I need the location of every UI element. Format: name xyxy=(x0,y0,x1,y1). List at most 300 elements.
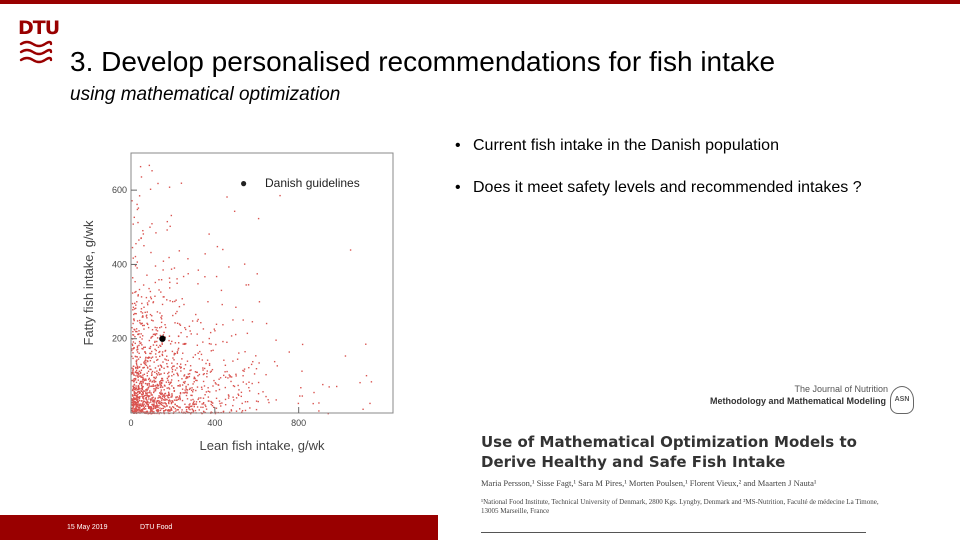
bullet-text: Current fish intake in the Danish population xyxy=(473,137,779,154)
slide-title: 3. Develop personalised recommendations for fish intake xyxy=(70,46,776,77)
population-point xyxy=(350,249,351,250)
population-point xyxy=(142,409,143,410)
population-point xyxy=(156,360,157,361)
population-point xyxy=(149,395,150,396)
population-point xyxy=(241,396,242,397)
population-point xyxy=(248,284,249,285)
population-point xyxy=(161,389,162,390)
population-point xyxy=(142,377,143,378)
population-point xyxy=(198,397,199,398)
population-point xyxy=(173,359,174,360)
journal-name: The Journal of Nutrition xyxy=(794,384,888,394)
population-point xyxy=(176,409,177,410)
population-point xyxy=(140,166,141,167)
population-point xyxy=(205,406,206,407)
population-point xyxy=(276,399,277,400)
population-point xyxy=(136,396,137,397)
population-point xyxy=(225,387,226,388)
population-point xyxy=(223,375,224,376)
population-point xyxy=(135,313,136,314)
population-point xyxy=(171,367,172,368)
population-point xyxy=(189,409,190,410)
population-point xyxy=(159,356,160,357)
population-point xyxy=(177,396,178,397)
population-point xyxy=(133,402,134,403)
population-point xyxy=(143,380,144,381)
population-point xyxy=(145,353,146,354)
population-point xyxy=(174,322,175,323)
population-point xyxy=(144,351,145,352)
population-point xyxy=(154,296,155,297)
population-point xyxy=(155,367,156,368)
population-point xyxy=(144,407,145,408)
population-point xyxy=(197,319,198,320)
population-point xyxy=(136,382,137,383)
legend-marker: ● xyxy=(240,176,248,190)
population-point xyxy=(136,204,137,205)
population-point xyxy=(161,366,162,367)
population-point xyxy=(170,382,171,383)
population-point xyxy=(151,372,152,373)
population-point xyxy=(162,354,163,355)
population-point xyxy=(215,390,216,391)
population-point xyxy=(162,393,163,394)
population-point xyxy=(185,364,186,365)
population-point xyxy=(179,407,180,408)
population-point xyxy=(177,351,178,352)
population-point xyxy=(141,344,142,345)
footer-org: DTU Food xyxy=(140,524,173,531)
population-point xyxy=(154,381,155,382)
population-point xyxy=(152,320,153,321)
population-point xyxy=(211,350,212,351)
population-point xyxy=(249,390,250,391)
population-point xyxy=(135,402,136,403)
population-point xyxy=(255,355,256,356)
population-point xyxy=(151,394,152,395)
population-point xyxy=(132,277,133,278)
population-point xyxy=(138,386,139,387)
population-point xyxy=(166,363,167,364)
population-point xyxy=(232,319,233,320)
population-point xyxy=(318,402,319,403)
population-point xyxy=(156,370,157,371)
population-point xyxy=(175,369,176,370)
population-point xyxy=(220,405,221,406)
population-point xyxy=(132,395,133,396)
population-point xyxy=(157,337,158,338)
population-point xyxy=(235,334,236,335)
population-point xyxy=(171,268,172,269)
population-point xyxy=(136,361,137,362)
population-point xyxy=(140,381,141,382)
population-point xyxy=(221,402,222,403)
population-point xyxy=(199,351,200,352)
population-point xyxy=(133,411,134,412)
population-point xyxy=(242,403,243,404)
population-point xyxy=(153,344,154,345)
population-point xyxy=(143,328,144,329)
population-point xyxy=(171,403,172,404)
population-point xyxy=(134,395,135,396)
population-point xyxy=(144,325,145,326)
population-point xyxy=(172,351,173,352)
population-point xyxy=(178,342,179,343)
population-point xyxy=(135,379,136,380)
population-point xyxy=(159,392,160,393)
population-point xyxy=(238,352,239,353)
population-point xyxy=(148,387,149,388)
population-point xyxy=(244,368,245,369)
population-point xyxy=(161,279,162,280)
population-point xyxy=(362,409,363,410)
population-point xyxy=(153,390,154,391)
population-point xyxy=(160,317,161,318)
population-point xyxy=(234,211,235,212)
population-point xyxy=(197,375,198,376)
population-point xyxy=(163,368,164,369)
population-point xyxy=(204,394,205,395)
population-point xyxy=(179,395,180,396)
population-point xyxy=(213,380,214,381)
population-point xyxy=(169,400,170,401)
population-point xyxy=(229,376,230,377)
population-point xyxy=(133,384,134,385)
population-point xyxy=(144,374,145,375)
population-point xyxy=(183,368,184,369)
population-point xyxy=(232,405,233,406)
population-point xyxy=(200,322,201,323)
population-point xyxy=(135,409,136,410)
population-point xyxy=(210,343,211,344)
population-point xyxy=(191,395,192,396)
population-point xyxy=(146,365,147,366)
population-point xyxy=(141,296,142,297)
population-point xyxy=(313,392,314,393)
population-point xyxy=(365,344,366,345)
population-point xyxy=(138,207,139,208)
population-point xyxy=(135,367,136,368)
population-point xyxy=(213,407,214,408)
population-point xyxy=(169,187,170,188)
population-point xyxy=(180,363,181,364)
x-tick-label: 0 xyxy=(128,418,134,428)
population-point xyxy=(160,365,161,366)
population-point xyxy=(244,351,245,352)
population-point xyxy=(132,358,133,359)
population-point xyxy=(153,388,154,389)
population-point xyxy=(279,195,280,196)
population-point xyxy=(322,384,323,385)
population-point xyxy=(150,411,151,412)
population-point xyxy=(143,245,144,246)
population-point xyxy=(134,329,135,330)
population-point xyxy=(175,410,176,411)
population-point xyxy=(148,357,149,358)
population-point xyxy=(168,402,169,403)
population-point xyxy=(199,374,200,375)
population-point xyxy=(142,410,143,411)
population-point xyxy=(145,398,146,399)
population-point xyxy=(162,351,163,352)
population-point xyxy=(171,408,172,409)
population-point xyxy=(159,369,160,370)
population-point xyxy=(175,404,176,405)
population-point xyxy=(146,315,147,316)
population-point xyxy=(147,324,148,325)
population-point xyxy=(230,381,231,382)
population-point xyxy=(168,360,169,361)
population-point xyxy=(165,393,166,394)
population-point xyxy=(182,384,183,385)
population-point xyxy=(139,320,140,321)
population-point xyxy=(150,392,151,393)
population-point xyxy=(146,397,147,398)
population-point xyxy=(232,360,233,361)
population-point xyxy=(179,366,180,367)
population-point xyxy=(144,367,145,368)
population-point xyxy=(184,381,185,382)
population-point xyxy=(142,315,143,316)
population-point xyxy=(242,410,243,411)
population-point xyxy=(142,325,143,326)
population-point xyxy=(223,411,224,412)
logo-text: DTU xyxy=(18,17,60,39)
population-point xyxy=(199,401,200,402)
population-point xyxy=(158,279,159,280)
population-point xyxy=(158,385,159,386)
population-point xyxy=(151,351,152,352)
population-point xyxy=(132,404,133,405)
population-point xyxy=(201,403,202,404)
population-point xyxy=(143,362,144,363)
population-point xyxy=(177,349,178,350)
population-point xyxy=(258,401,259,402)
population-point xyxy=(195,410,196,411)
population-point xyxy=(170,396,171,397)
population-point xyxy=(207,301,208,302)
population-point xyxy=(161,385,162,386)
population-point xyxy=(168,382,169,383)
population-point xyxy=(135,389,136,390)
population-point xyxy=(168,395,169,396)
population-point xyxy=(134,281,135,282)
population-point xyxy=(247,401,248,402)
population-point xyxy=(258,393,259,394)
population-point xyxy=(145,395,146,396)
population-point xyxy=(153,399,154,400)
population-point xyxy=(231,335,232,336)
population-point xyxy=(226,342,227,343)
population-point xyxy=(243,381,244,382)
population-point xyxy=(136,364,137,365)
population-point xyxy=(145,405,146,406)
population-point xyxy=(134,292,135,293)
population-point xyxy=(158,410,159,411)
population-point xyxy=(145,312,146,313)
population-point xyxy=(289,351,290,352)
bullet-item xyxy=(455,177,895,198)
population-point xyxy=(166,395,167,396)
population-point xyxy=(150,406,151,407)
population-point xyxy=(150,379,151,380)
population-point xyxy=(161,318,162,319)
population-point xyxy=(157,374,158,375)
population-point xyxy=(299,395,300,396)
population-point xyxy=(244,263,245,264)
population-point xyxy=(206,376,207,377)
population-point xyxy=(167,397,168,398)
population-point xyxy=(161,378,162,379)
population-point xyxy=(162,402,163,403)
population-point xyxy=(172,371,173,372)
population-point xyxy=(137,410,138,411)
population-point xyxy=(212,385,213,386)
population-point xyxy=(171,379,172,380)
population-point xyxy=(226,371,227,372)
population-point xyxy=(252,321,253,322)
population-point xyxy=(132,331,133,332)
population-point xyxy=(178,335,179,336)
population-point xyxy=(188,373,189,374)
population-point xyxy=(147,302,148,303)
population-point xyxy=(150,386,151,387)
population-point xyxy=(259,301,260,302)
population-point xyxy=(155,378,156,379)
population-point xyxy=(185,343,186,344)
population-point xyxy=(155,265,156,266)
population-point xyxy=(155,397,156,398)
population-point xyxy=(219,403,220,404)
danish-guideline-point xyxy=(159,336,165,342)
population-point xyxy=(132,247,133,248)
population-point xyxy=(156,341,157,342)
divider xyxy=(481,532,866,533)
population-point xyxy=(257,273,258,274)
population-point xyxy=(169,388,170,389)
paper-authors: Maria Persson,¹ Sisse Fagt,¹ Sara M Pires,¹ Morten Poulsen,¹ Florent Vieux,² and Maarten J Nauta¹ xyxy=(481,478,817,488)
population-point xyxy=(150,398,151,399)
population-point xyxy=(137,356,138,357)
population-point xyxy=(178,348,179,349)
population-point xyxy=(171,215,172,216)
population-point xyxy=(147,383,148,384)
population-point xyxy=(173,411,174,412)
population-point xyxy=(141,338,142,339)
population-point xyxy=(162,405,163,406)
asn-logo-icon: ASN xyxy=(890,386,914,414)
footer-date: 15 May 2019 xyxy=(67,524,108,531)
population-point xyxy=(133,401,134,402)
population-point xyxy=(371,381,372,382)
population-point xyxy=(146,394,147,395)
population-point xyxy=(154,372,155,373)
population-point xyxy=(163,408,164,409)
population-point xyxy=(163,399,164,400)
population-point xyxy=(135,265,136,266)
population-point xyxy=(149,408,150,409)
population-point xyxy=(168,392,169,393)
population-point xyxy=(217,246,218,247)
population-point xyxy=(134,308,135,309)
population-point xyxy=(155,353,156,354)
fish-intake-chart xyxy=(75,145,405,460)
population-point xyxy=(135,256,136,257)
population-point xyxy=(141,176,142,177)
population-point xyxy=(175,408,176,409)
population-point xyxy=(266,323,267,324)
population-point xyxy=(219,400,220,401)
population-point xyxy=(166,405,167,406)
population-point xyxy=(142,312,143,313)
population-point xyxy=(135,243,136,244)
population-point xyxy=(142,403,143,404)
scatter-plot xyxy=(75,145,405,460)
population-point xyxy=(192,320,193,321)
y-tick-label: 200 xyxy=(111,333,127,344)
population-point xyxy=(216,408,217,409)
population-point xyxy=(164,385,165,386)
population-point xyxy=(148,327,149,328)
population-point xyxy=(148,408,149,409)
population-point xyxy=(245,410,246,411)
population-point xyxy=(204,368,205,369)
population-point xyxy=(203,398,204,399)
population-point xyxy=(133,341,134,342)
population-point xyxy=(137,399,138,400)
population-point xyxy=(172,401,173,402)
population-point xyxy=(154,341,155,342)
population-point xyxy=(258,382,259,383)
population-point xyxy=(188,273,189,274)
population-point xyxy=(149,365,150,366)
population-point xyxy=(149,385,150,386)
population-point xyxy=(239,408,240,409)
population-point xyxy=(140,372,141,373)
population-point xyxy=(164,399,165,400)
population-point xyxy=(149,227,150,228)
population-point xyxy=(168,400,169,401)
population-point xyxy=(157,388,158,389)
population-point xyxy=(236,397,237,398)
population-point xyxy=(151,319,152,320)
population-point xyxy=(202,369,203,370)
population-point xyxy=(214,330,215,331)
population-point xyxy=(318,410,319,411)
population-point xyxy=(157,330,158,331)
population-point xyxy=(201,389,202,390)
population-point xyxy=(177,363,178,364)
population-point xyxy=(197,345,198,346)
population-point xyxy=(184,327,185,328)
population-point xyxy=(235,375,236,376)
population-point xyxy=(200,407,201,408)
population-point xyxy=(182,353,183,354)
population-point xyxy=(245,401,246,402)
slide-subtitle: using mathematical optimization xyxy=(70,84,341,105)
population-point xyxy=(228,395,229,396)
population-point xyxy=(136,301,137,302)
population-point xyxy=(136,370,137,371)
population-point xyxy=(156,327,157,328)
population-point xyxy=(197,386,198,387)
population-point xyxy=(137,346,138,347)
population-point xyxy=(192,391,193,392)
population-point xyxy=(184,404,185,405)
population-point xyxy=(161,315,162,316)
population-point xyxy=(193,401,194,402)
population-point xyxy=(139,336,140,337)
